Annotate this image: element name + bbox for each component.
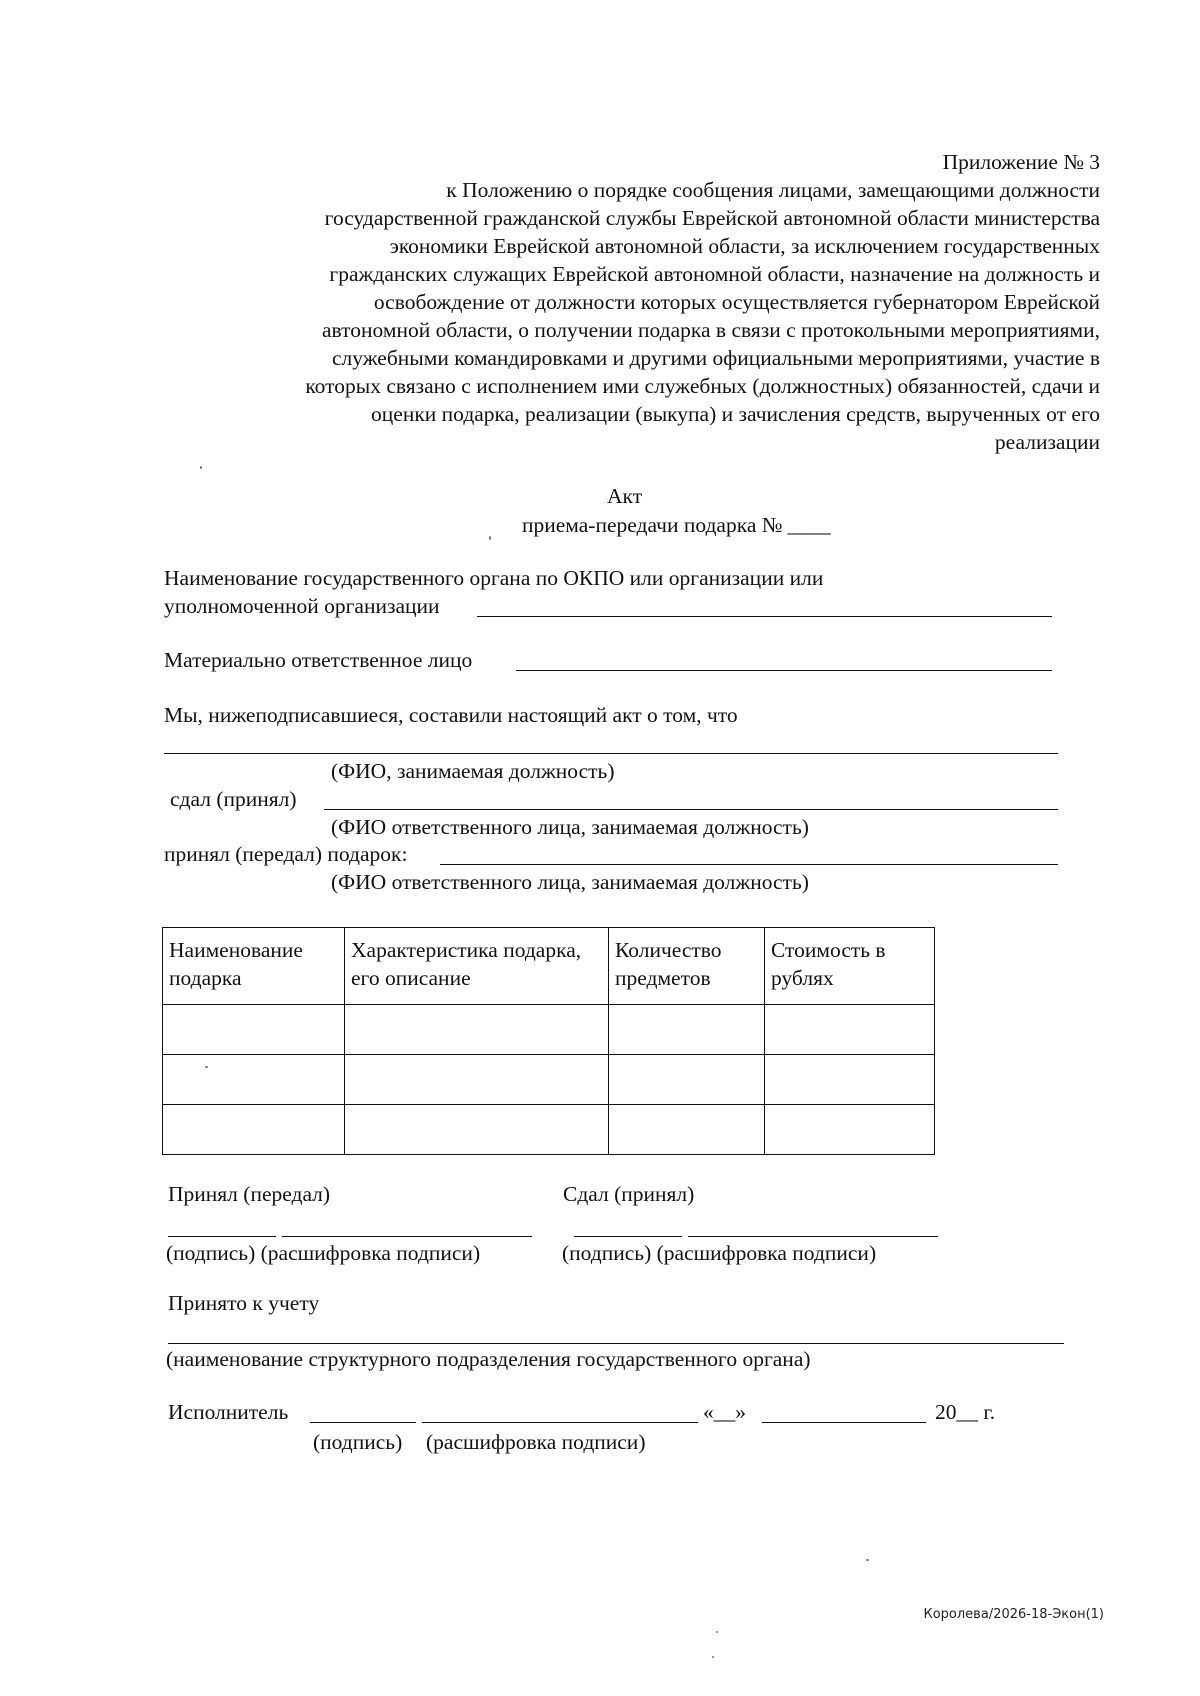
appendix-line: оценки подарка, реализации (выкупа) и зачисления средств, вырученных от его [371, 402, 1100, 426]
appendix-header [200, 148, 1100, 456]
handed-field[interactable] [324, 809, 1058, 810]
signature-left-decode-field[interactable] [282, 1236, 532, 1237]
table-cell[interactable] [345, 1105, 609, 1155]
executor-date-day[interactable]: «__» [703, 1400, 746, 1424]
column-header-quantity: Количество предметов [609, 928, 765, 1005]
table-cell[interactable] [609, 1055, 765, 1105]
signature-right-hint: (подпись) (расшифровка подписи) [562, 1241, 877, 1265]
org-label-line2: уполномоченной организации [164, 594, 440, 618]
appendix-number: Приложение № 3 [942, 150, 1100, 174]
appendix-line: освобождение от должности которых осуществляется губернатором Еврейской [373, 290, 1100, 314]
column-header-cost: Стоимость в рублях [765, 928, 935, 1005]
executor-label: Исполнитель [168, 1400, 289, 1424]
scan-speck [866, 1559, 869, 1561]
table-header-row [163, 928, 935, 1005]
appendix-line: служебными командировками и другими официальными мероприятиями, участие в [332, 346, 1100, 370]
responsible-label: Материально ответственное лицо [164, 648, 473, 672]
act-title: Акт [607, 484, 643, 508]
hint-responsible-1: (ФИО ответственного лица, занимаемая должность) [331, 815, 809, 839]
scan-speck [200, 466, 202, 469]
table-row [163, 1055, 935, 1105]
executor-date-month-field[interactable] [762, 1422, 926, 1423]
org-label-line1: Наименование государственного органа по ОКПО или организации или [164, 566, 824, 590]
org-name-field[interactable] [477, 616, 1052, 617]
accounting-label: Принято к учету [168, 1291, 320, 1315]
handed-label: сдал (принял) [170, 787, 297, 811]
scan-speck [205, 1066, 208, 1068]
signature-left-hint: (подпись) (расшифровка подписи) [166, 1241, 481, 1265]
table-cell[interactable] [765, 1055, 935, 1105]
appendix-line: государственной гражданской службы Еврейской автономной области министерства [324, 206, 1100, 230]
executor-hint-signature: (подпись) [313, 1430, 403, 1454]
table-cell[interactable] [609, 1005, 765, 1055]
executor-hint-decode: (расшифровка подписи) [426, 1430, 646, 1454]
table-cell[interactable] [163, 1105, 345, 1155]
scan-speck [712, 1656, 714, 1658]
responsible-field[interactable] [516, 670, 1052, 671]
gift-table [162, 927, 935, 1155]
appendix-line: автономной области, о получении подарка в связи с протокольными мероприятиями, [321, 318, 1100, 342]
table-cell[interactable] [765, 1005, 935, 1055]
signature-left-label: Принял (передал) [168, 1182, 331, 1206]
table-row [163, 1105, 935, 1155]
statement-field[interactable] [164, 753, 1058, 754]
accounting-field[interactable] [168, 1343, 1064, 1344]
column-header-description: Характеристика подарка, его описание [345, 928, 609, 1005]
document-code: Королева/2026-18-Экон(1) [923, 1607, 1104, 1622]
table-cell[interactable] [163, 1005, 345, 1055]
signature-right-decode-field[interactable] [688, 1236, 938, 1237]
table-cell[interactable] [765, 1105, 935, 1155]
table-cell[interactable] [609, 1105, 765, 1155]
signature-right-sign-field[interactable] [574, 1236, 682, 1237]
column-header-gift-name: Наименование подарка [163, 928, 345, 1005]
executor-sign-field[interactable] [310, 1422, 416, 1423]
hint-fio: (ФИО, занимаемая должность) [331, 759, 615, 783]
accounting-hint: (наименование структурного подразделения государственного органа) [166, 1347, 811, 1371]
hint-responsible-2: (ФИО ответственного лица, занимаемая должность) [331, 870, 809, 894]
act-subtitle: приема-передачи подарка № ____ [522, 513, 831, 537]
executor-year[interactable]: 20__ г. [935, 1400, 996, 1424]
scan-speck [716, 1631, 718, 1633]
scan-speck [489, 536, 491, 540]
table-row [163, 1005, 935, 1055]
signature-right-label: Сдал (принял) [563, 1182, 695, 1206]
table-cell[interactable] [345, 1005, 609, 1055]
accepted-label: принял (передал) подарок: [164, 842, 408, 866]
statement-text: Мы, нижеподписавшиеся, составили настоящий акт о том, что [164, 703, 738, 727]
appendix-line: реализации [994, 430, 1100, 454]
appendix-line: которых связано с исполнением ими служебных (должностных) обязанностей, сдачи и [305, 374, 1100, 398]
signature-left-sign-field[interactable] [168, 1236, 276, 1237]
table-cell[interactable] [163, 1055, 345, 1105]
accepted-field[interactable] [440, 864, 1058, 865]
executor-decode-field[interactable] [422, 1422, 698, 1423]
appendix-line: гражданских служащих Еврейской автономной области, назначение на должность и [329, 262, 1100, 286]
table-cell[interactable] [345, 1055, 609, 1105]
appendix-line: экономики Еврейской автономной области, за исключением государственных [389, 234, 1100, 258]
appendix-line: к Положению о порядке сообщения лицами, замещающими должности [446, 178, 1100, 202]
